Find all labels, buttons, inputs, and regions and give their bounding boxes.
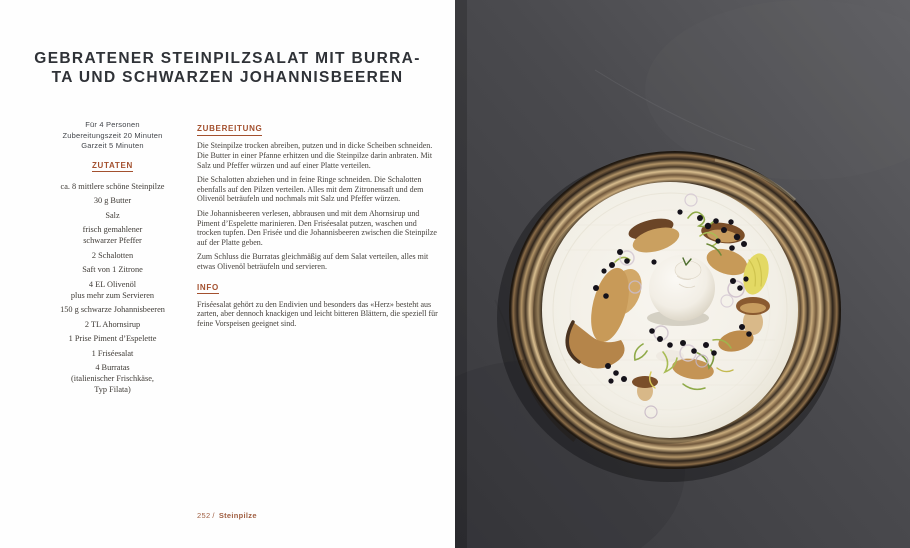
ingredients-column <box>30 120 195 399</box>
preparation-paragraph: Die Steinpilze trocken abreiben, putzen und in dicke Scheiben schneiden. Die Butter in einer Pfanne erhitzen und die Steinpilze darin anbraten. Mit Salz und Pfeffer würzen und auf einer Platte verteilen. <box>197 141 433 170</box>
ingredient-item <box>30 181 195 192</box>
ingredient-item <box>30 224 195 246</box>
info-text: Friséesalat gehört zu den Endivien und besonders das «Herz» besteht aus zarten, aber dennoch knackigen und leicht bitteren Blättern, die speziell für feine Vorspeisen geeignet sind. <box>197 299 438 329</box>
meta-line: Garzeit 5 Minuten <box>81 141 144 150</box>
ingredient-line: plus mehr zum Servieren <box>70 290 155 300</box>
ingredient-line: 30 g Butter <box>93 196 132 205</box>
meta-line: Zubereitungszeit 20 Minuten <box>62 130 163 140</box>
page-number: 252 <box>197 511 211 520</box>
ingredient-line: 4 Burratas <box>95 363 130 372</box>
ingredient-item <box>30 348 195 359</box>
page-gutter-shadow <box>455 0 467 548</box>
ingredients-list <box>30 181 195 396</box>
preparation-column <box>197 118 439 333</box>
ingredient-line: Saft von 1 Zitrone <box>82 265 143 274</box>
ingredient-item <box>30 279 195 301</box>
ingredient-line: Typ Filata) <box>94 385 131 394</box>
ingredient-item <box>30 362 195 395</box>
title-line-1: GEBRATENER STEINPILZSALAT MIT BURRA- <box>34 50 421 67</box>
dish-photo <box>455 0 910 548</box>
info-block <box>197 277 439 329</box>
photo-page <box>455 0 910 548</box>
ingredient-line: Salz <box>105 210 120 220</box>
ingredient-item <box>30 195 195 206</box>
ingredient-line: 4 EL Olivenöl <box>88 279 137 289</box>
ingredient-item <box>30 304 195 315</box>
ingredient-line: 1 Prise Piment d’Espelette <box>68 334 157 343</box>
ingredient-line: 150 g schwarze Johannisbeeren <box>60 305 165 314</box>
ingredient-line: schwarzer Pfeffer <box>83 236 142 245</box>
preparation-heading: ZUBEREITUNG <box>197 124 262 136</box>
ingredient-line: frisch gemahlener <box>82 225 143 234</box>
ingredient-line: (italienischer Frischkäse, <box>71 374 154 383</box>
ingredient-item <box>30 264 195 275</box>
preparation-paragraphs <box>197 141 439 272</box>
page-title <box>14 49 441 87</box>
ingredient-line: ca. 8 mittlere schöne Steinpilze <box>60 181 165 191</box>
title-line-2: TA UND SCHWARZEN JOHANNISBEEREN <box>51 69 404 86</box>
preparation-paragraph: Die Schalotten abziehen und in feine Ringe schneiden. Die Schalotten ebenfalls auf den Pilzen verteilen. Alles mit dem Zitronensaft und dem Olivenöl beträufeln und nochmals mit Salz und Pfeffer würzen. <box>197 174 424 204</box>
ingredient-line: 1 Friséesalat <box>91 348 134 358</box>
chapter-label: Steinpilze <box>218 511 257 520</box>
footer-separator: / <box>212 511 215 520</box>
ingredient-item <box>30 250 195 261</box>
ingredient-item <box>30 210 195 221</box>
ingredient-item <box>30 319 195 330</box>
ingredients-heading: ZUTATEN <box>92 161 133 173</box>
preparation-paragraph: Zum Schluss die Burratas gleichmäßig auf dem Salat verteilen, alles mit etwas Olivenöl beträufeln und servieren. <box>197 252 429 272</box>
preparation-paragraph: Die Johannisbeeren verlesen, abbrausen und mit dem Ahornsirup und Piment d’Espelette marinieren. Den Friséesalat putzen, waschen und trocken tupfen. Den Frisée und die Johannisbeeren zwischen die Steinpilze auf der Platte geben. <box>197 208 437 248</box>
page-footer <box>197 511 257 520</box>
recipe-meta <box>30 120 195 152</box>
ingredient-item <box>30 333 195 344</box>
meta-line: Für 4 Personen <box>85 120 140 129</box>
ingredient-line: 2 Schalotten <box>91 250 134 260</box>
ingredient-line: 2 TL Ahornsirup <box>84 319 141 329</box>
info-heading: INFO <box>197 283 219 295</box>
